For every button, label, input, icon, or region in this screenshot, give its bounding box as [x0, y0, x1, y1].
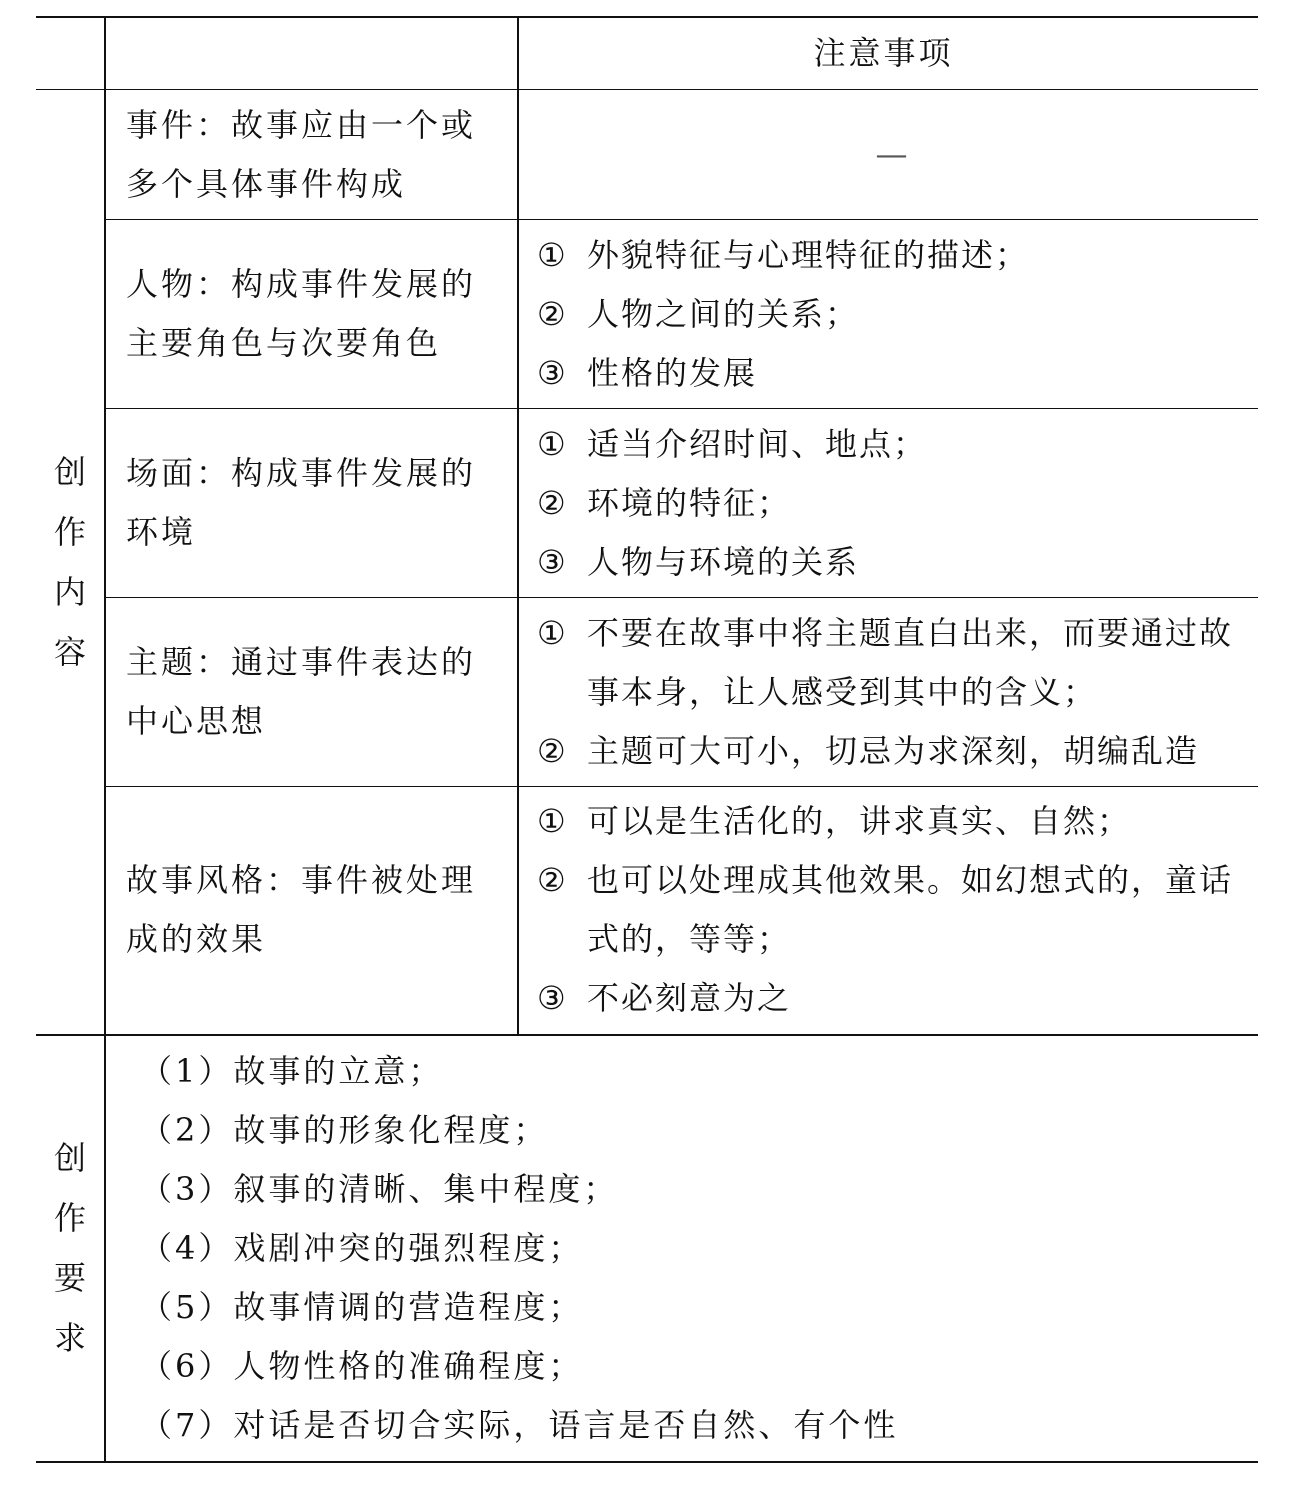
notes-placeholder: —	[518, 90, 1258, 220]
table-row	[36, 220, 1258, 409]
list-item: （2）故事的形象化程度；	[140, 1110, 549, 1149]
criteria-table	[36, 17, 1258, 1463]
note-item: ③ 不必刻意为之	[537, 979, 792, 1018]
notes-cell	[518, 787, 1258, 1035]
header-cell-blank-1	[36, 17, 105, 90]
label-char: 作	[53, 512, 86, 551]
requirements-row	[36, 1035, 1258, 1462]
note-item: ② 也可以处理成其他效果。如幻想式的，童话式的，等等；	[537, 861, 1234, 959]
header-cell-blank-2	[105, 17, 518, 90]
content-cell: 场面：构成事件发展的环境	[105, 409, 518, 598]
content-cell: 主题：通过事件表达的中心思想	[105, 598, 518, 787]
label-char: 创	[53, 1139, 86, 1177]
note-item: ① 可以是生活化的，讲求真实、自然；	[537, 802, 1132, 841]
note-item: ② 主题可大可小，切忌为求深刻，胡编乱造	[537, 731, 1200, 770]
note-item: ① 适当介绍时间、地点；	[537, 424, 928, 463]
content-cell: 事件：故事应由一个或多个具体事件构成	[105, 90, 518, 220]
note-item: ② 人物之间的关系；	[537, 294, 860, 333]
list-item: （7）对话是否切合实际，语言是否自然、有个性	[140, 1405, 899, 1444]
label-char: 容	[53, 632, 86, 671]
note-item: ① 不要在故事中将主题直白出来，而要通过故事本身，让人感受到其中的含义；	[537, 613, 1234, 711]
note-item: ③ 性格的发展	[537, 353, 758, 392]
notes-cell	[518, 220, 1258, 409]
list-item: （4）戏剧冲突的强烈程度；	[140, 1228, 584, 1267]
requirements-list	[105, 1035, 1258, 1462]
label-char: 要	[53, 1259, 86, 1297]
list-item: （6）人物性格的准确程度；	[140, 1346, 584, 1385]
table-row	[36, 409, 1258, 598]
header-notes-title: 注意事项	[518, 17, 1258, 90]
section-label-requirements	[36, 1035, 105, 1462]
note-item: ③ 人物与环境的关系	[537, 542, 860, 581]
label-char: 内	[53, 572, 86, 611]
note-item: ② 环境的特征；	[537, 483, 792, 522]
table-row	[36, 598, 1258, 787]
table-row	[36, 90, 1258, 220]
section-label-content	[36, 90, 105, 1035]
content-cell: 人物：构成事件发展的主要角色与次要角色	[105, 220, 518, 409]
label-char: 创	[53, 452, 86, 491]
label-char: 求	[53, 1319, 86, 1357]
note-item: ① 外貌特征与心理特征的描述；	[537, 235, 1030, 274]
header-row	[36, 17, 1258, 90]
list-item: （5）故事情调的营造程度；	[140, 1287, 584, 1326]
label-char: 作	[53, 1199, 86, 1237]
notes-cell	[518, 598, 1258, 787]
table-row	[36, 787, 1258, 1035]
list-item: （1）故事的立意；	[140, 1051, 444, 1090]
content-cell: 故事风格：事件被处理成的效果	[105, 787, 518, 1035]
notes-cell	[518, 409, 1258, 598]
list-item: （3）叙事的清晰、集中程度；	[140, 1169, 619, 1208]
